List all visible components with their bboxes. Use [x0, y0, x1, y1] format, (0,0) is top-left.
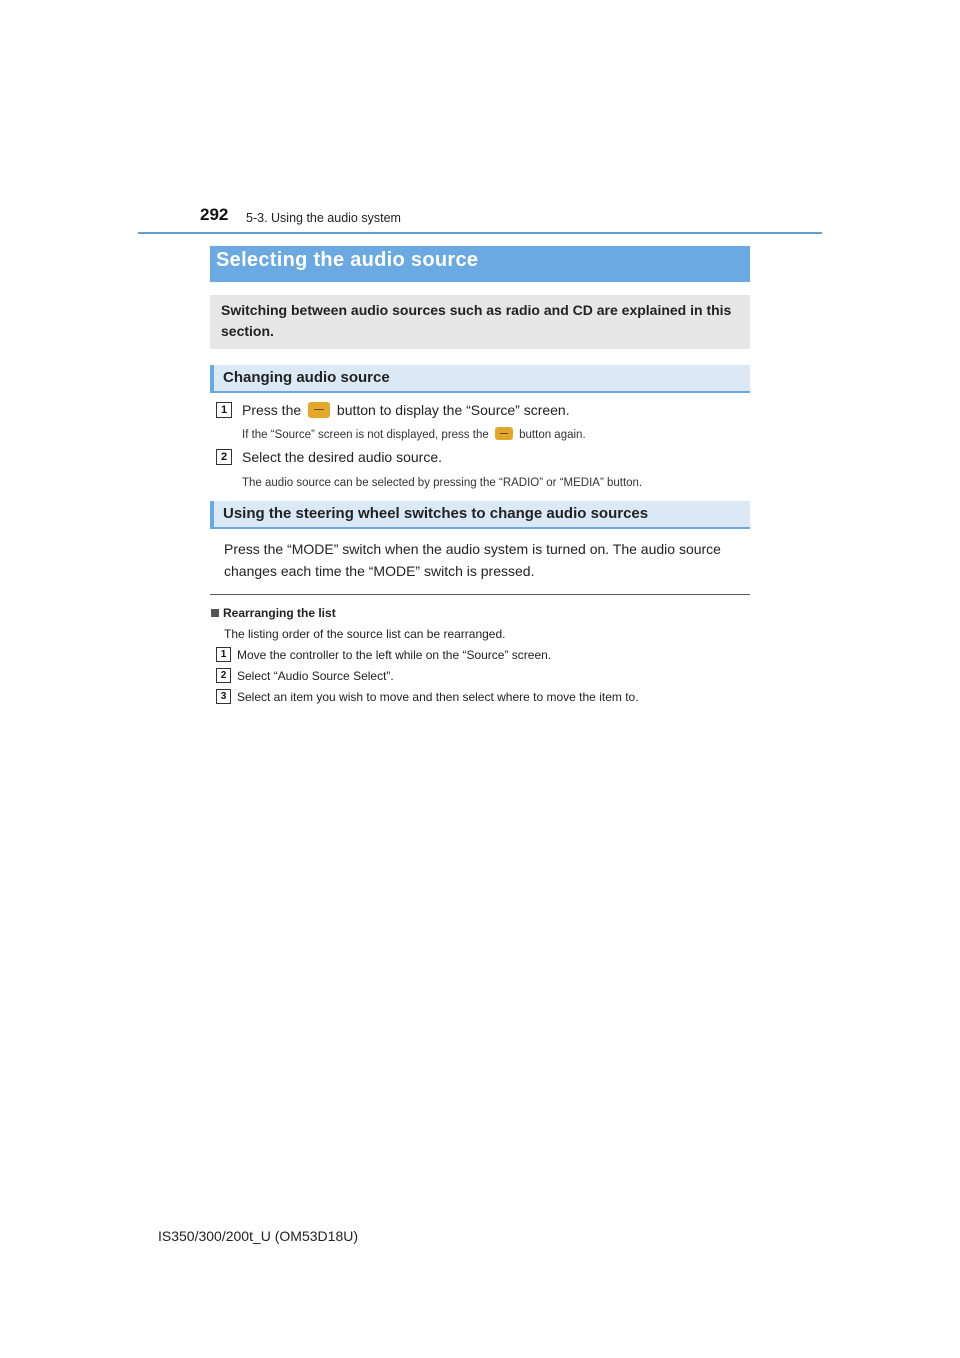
page-title: Selecting the audio source	[216, 249, 479, 271]
step-1-text-before: Press the	[242, 402, 302, 418]
step-1-note	[242, 429, 586, 441]
step-1-text	[242, 402, 570, 418]
header-divider	[138, 232, 822, 234]
subheading-steering-wheel-switches	[210, 501, 750, 529]
note-1-before: If the “Source” screen is not displayed, press the	[242, 429, 489, 441]
rearrange-step-1-text: Move the controller to the left while on the “Source” screen.	[237, 648, 552, 662]
rearrange-step-2-text: Select “Audio Source Select”.	[237, 669, 394, 683]
rearrange-step-number-3: 3	[216, 689, 231, 704]
audio-button-icon	[308, 402, 330, 418]
step-number-2: 2	[216, 449, 232, 465]
step-number-1: 1	[216, 402, 232, 418]
rearranging-heading	[211, 606, 336, 620]
step-1-text-after: button to display the “Source” screen.	[336, 402, 570, 418]
rearranging-heading-text: Rearranging the list	[223, 606, 336, 620]
subheading-text: Using the steering wheel switches to change audio sources	[223, 505, 649, 522]
steering-body-paragraph: Press the “MODE” switch when the audio system is turned on. The audio source changes each time the “MODE” switch is pressed.	[224, 541, 721, 579]
step-2-note: The audio source can be selected by pressing the “RADIO” or “MEDIA” button.	[242, 477, 643, 489]
section-title-bar	[210, 246, 750, 282]
footer-model-code: IS350/300/200t_U (OM53D18U)	[158, 1228, 358, 1244]
step-2-text: Select the desired audio source.	[242, 449, 443, 465]
section-breadcrumb: 5-3. Using the audio system	[246, 211, 401, 225]
subheading-changing-audio-source	[210, 365, 750, 393]
square-bullet-icon	[211, 609, 219, 617]
subheading-text: Changing audio source	[223, 369, 390, 386]
section-divider	[210, 594, 750, 595]
audio-button-icon	[495, 427, 513, 440]
intro-box: Switching between audio sources such as radio and CD are explained in this section.	[210, 295, 750, 349]
rearrange-step-number-2: 2	[216, 668, 231, 683]
rearranging-intro: The listing order of the source list can be rearranged.	[224, 627, 506, 641]
rearrange-step-number-1: 1	[216, 647, 231, 662]
note-1-after: button again.	[519, 429, 586, 441]
rearrange-step-3-text: Select an item you wish to move and then select where to move the item to.	[237, 690, 639, 704]
page-number: 292	[200, 205, 229, 224]
